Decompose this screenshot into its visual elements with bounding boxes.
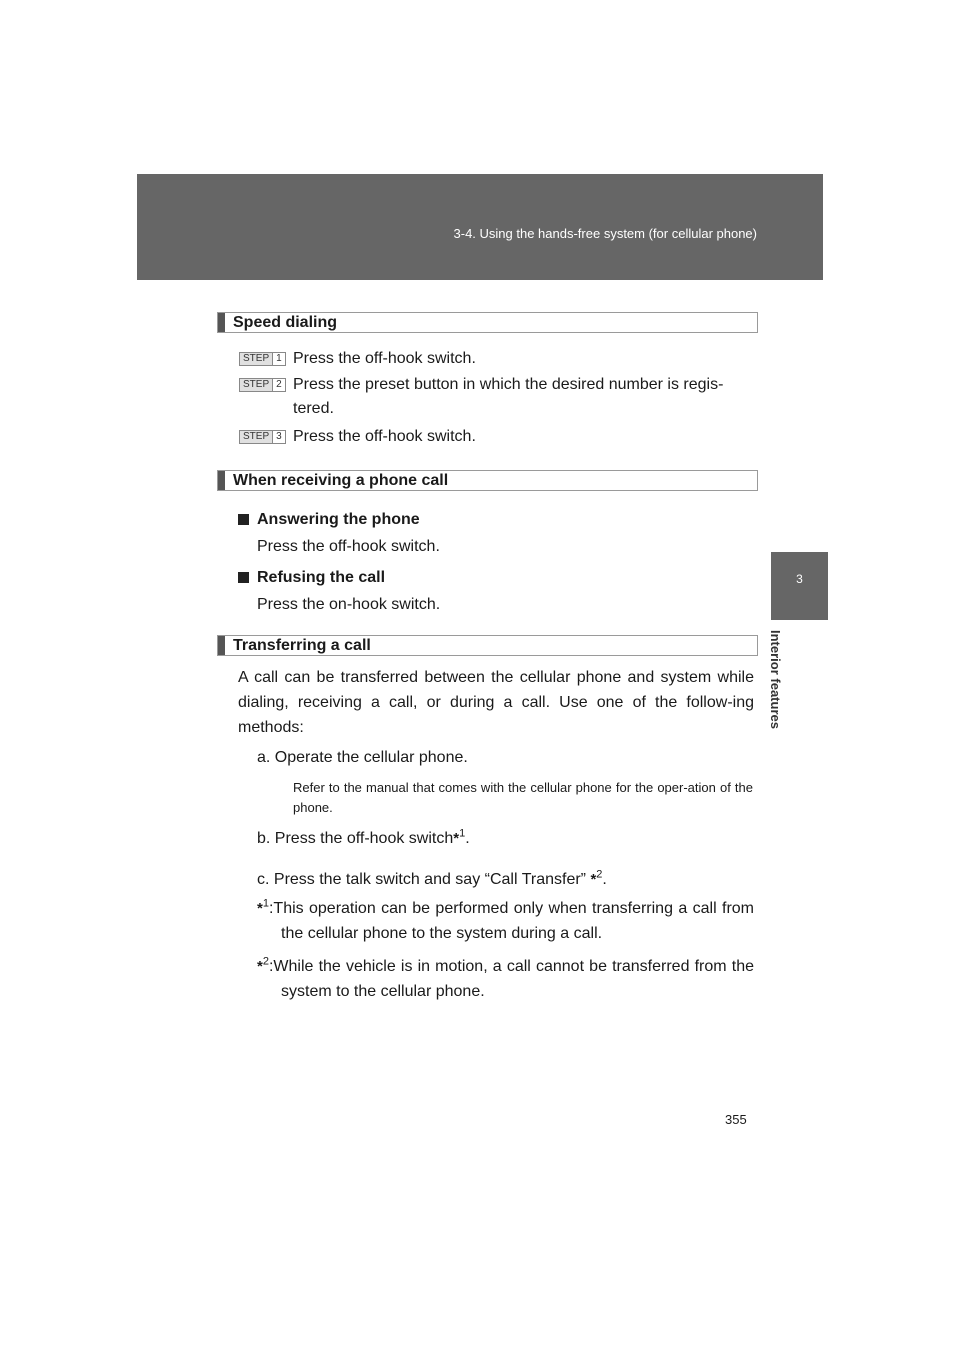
- footnote-mark: *: [257, 900, 263, 917]
- step-text-3: Press the off-hook switch.: [293, 428, 476, 445]
- step-word: STEP: [239, 430, 273, 444]
- section-title: Speed dialing: [233, 314, 338, 331]
- step-number: 3: [273, 430, 286, 444]
- method-b-end: .: [465, 830, 470, 847]
- step-badge-2: [239, 378, 286, 392]
- step-word: STEP: [239, 378, 273, 392]
- method-c-text: c. Press the talk switch and say “Call Transfer”: [257, 871, 591, 888]
- step-badge-1: [239, 352, 286, 366]
- chapter-tab-label: Interior features: [768, 630, 783, 729]
- subheading-refusing: Refusing the call: [257, 569, 386, 586]
- subheading-answering: Answering the phone: [257, 511, 420, 528]
- footnote-2: [257, 954, 754, 1004]
- bullet-square-icon: [238, 572, 249, 583]
- footnote-mark: *: [453, 830, 460, 847]
- section-title: Transferring a call: [233, 637, 371, 654]
- footnote-number: 1: [262, 897, 269, 910]
- answering-text: Press the off-hook switch.: [257, 538, 440, 555]
- step-number: 1: [273, 352, 286, 366]
- section-title: When receiving a phone call: [233, 472, 449, 489]
- method-c-end: .: [602, 871, 607, 888]
- step-number: 2: [273, 378, 286, 392]
- method-a-note: Refer to the manual that comes with the cellular phone for the oper-ation of the phone.: [293, 780, 753, 815]
- step-text-2-line1: Press the preset button in which the desired number is regis-: [293, 376, 724, 393]
- chapter-header: [137, 174, 823, 280]
- method-a: a. Operate the cellular phone.: [257, 749, 468, 766]
- footnote-text: :While the vehicle is in motion, a call cannot be transferred from the system to the cellular phone.: [268, 958, 754, 1000]
- chapter-tab: [771, 552, 828, 620]
- chapter-tab-number: 3: [796, 572, 803, 586]
- section-heading-transferring: [217, 635, 758, 656]
- bullet-square-icon: [238, 514, 249, 525]
- transfer-intro: A call can be transferred between the cellular phone and system while dialing, receiving a call, or during a call. Use one of the follow-ing methods:: [238, 669, 754, 736]
- footnote-text: :This operation can be performed only when transferring a call from the cellular phone to the system during a call.: [268, 900, 754, 942]
- method-c: [257, 869, 607, 891]
- chapter-tab-label-wrap: [768, 630, 795, 740]
- step-badge-3: [239, 430, 286, 444]
- footnote-number: 2: [262, 955, 269, 968]
- section-heading-speed-dialing: [217, 312, 758, 333]
- section-heading-receiving: [217, 470, 758, 491]
- page-number: 355: [725, 1112, 747, 1127]
- footnote-ref-2: 2: [596, 868, 603, 881]
- footnote-ref-1: 1: [459, 827, 466, 840]
- refusing-text: Press the on-hook switch.: [257, 596, 441, 613]
- footnote-mark: *: [590, 871, 597, 888]
- chapter-title: 3-4. Using the hands-free system (for cellular phone): [453, 226, 757, 241]
- step-word: STEP: [239, 352, 273, 366]
- method-b-text: b. Press the off-hook switch: [257, 830, 454, 847]
- footnote-mark: *: [257, 958, 263, 975]
- step-text-1: Press the off-hook switch.: [293, 350, 476, 367]
- step-text-2-line2: tered.: [293, 400, 334, 417]
- footnote-1: [257, 896, 754, 946]
- method-b: [257, 828, 470, 850]
